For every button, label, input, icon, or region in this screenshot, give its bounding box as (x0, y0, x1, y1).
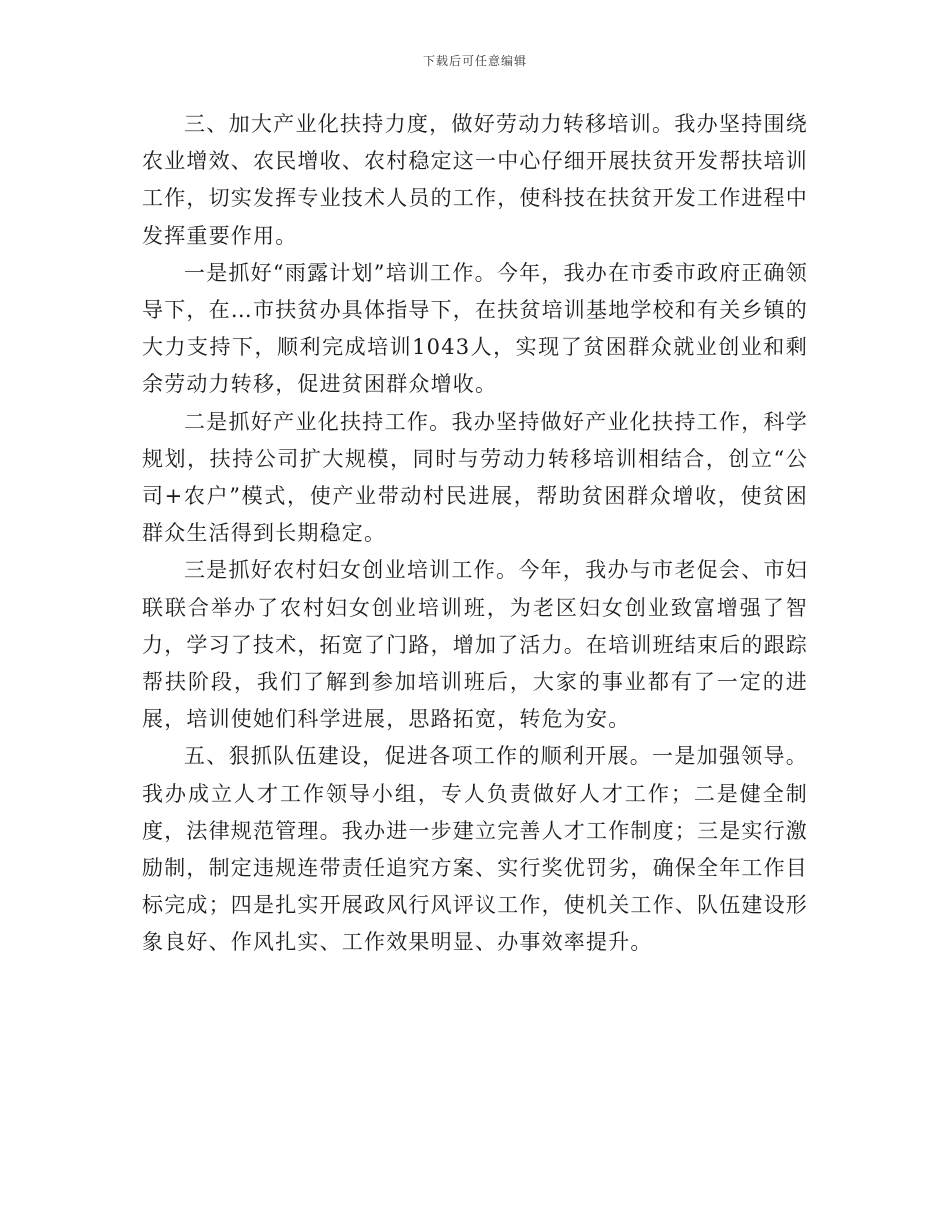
paragraph-team-building: 五、狠抓队伍建设，促进各项工作的顺利开展。一是加强领导。我办成立人才工作领导小组，专人负责做好人才工作；二是健全制度，法律规范管理。我办进一步建立完善人才工作制度；三是实行激励制，制定违规连带责任追究方案、实行奖优罚劣，确保全年工作目标完成；四是扎实开展政风行风评议工作，使机关工作、队伍建设形象良好、作风扎实、工作效果明显、办事效率提升。 (142, 744, 808, 955)
paragraph-industry-support-work: 二是抓好产业化扶持工作。我办坚持做好产业化扶持工作，科学规划，扶持公司扩大规模，同时与劳动力转移培训相结合，创立“公司+农户”模式，使产业带动村民进展，帮助贫困群众增收，使贫困群众生活得到长期稳定。 (142, 409, 808, 546)
document-body (142, 106, 808, 962)
paragraph-industrialization-support: 三、加大产业化扶持力度，做好劳动力转移培训。我办坚持围绕农业增效、农民增收、农村稳定这一中心仔细开展扶贫开发帮扶培训工作，切实发挥专业技术人员的工作，使科技在扶贫开发工作进程中发挥重要作用。 (142, 112, 808, 248)
paragraph-rain-dew-plan: 一是抓好“雨露计划”培训工作。今年，我办在市委市政府正确领导下，在…市扶贫办具体指导下，在扶贫培训基地学校和有关乡镇的大力支持下，顺利完成培训1043人，实现了贫困群众就业创业和剩余劳动力转移，促进贫困群众增收。 (142, 260, 808, 397)
paragraph-women-entrepreneurship: 三是抓好农村妇女创业培训工作。今年，我办与市老促会、市妇联联合举办了农村妇女创业培训班，为老区妇女创业致富增强了智力，学习了技术，拓宽了门路，增加了活力。在培训班结束后的跟踪帮扶阶段，我们了解到参加培训班后，大家的事业都有了一定的进展，培训使她们科学进展，思路拓宽，转危为安。 (142, 558, 808, 732)
header-note: 下载后可任意编辑 (422, 54, 527, 68)
